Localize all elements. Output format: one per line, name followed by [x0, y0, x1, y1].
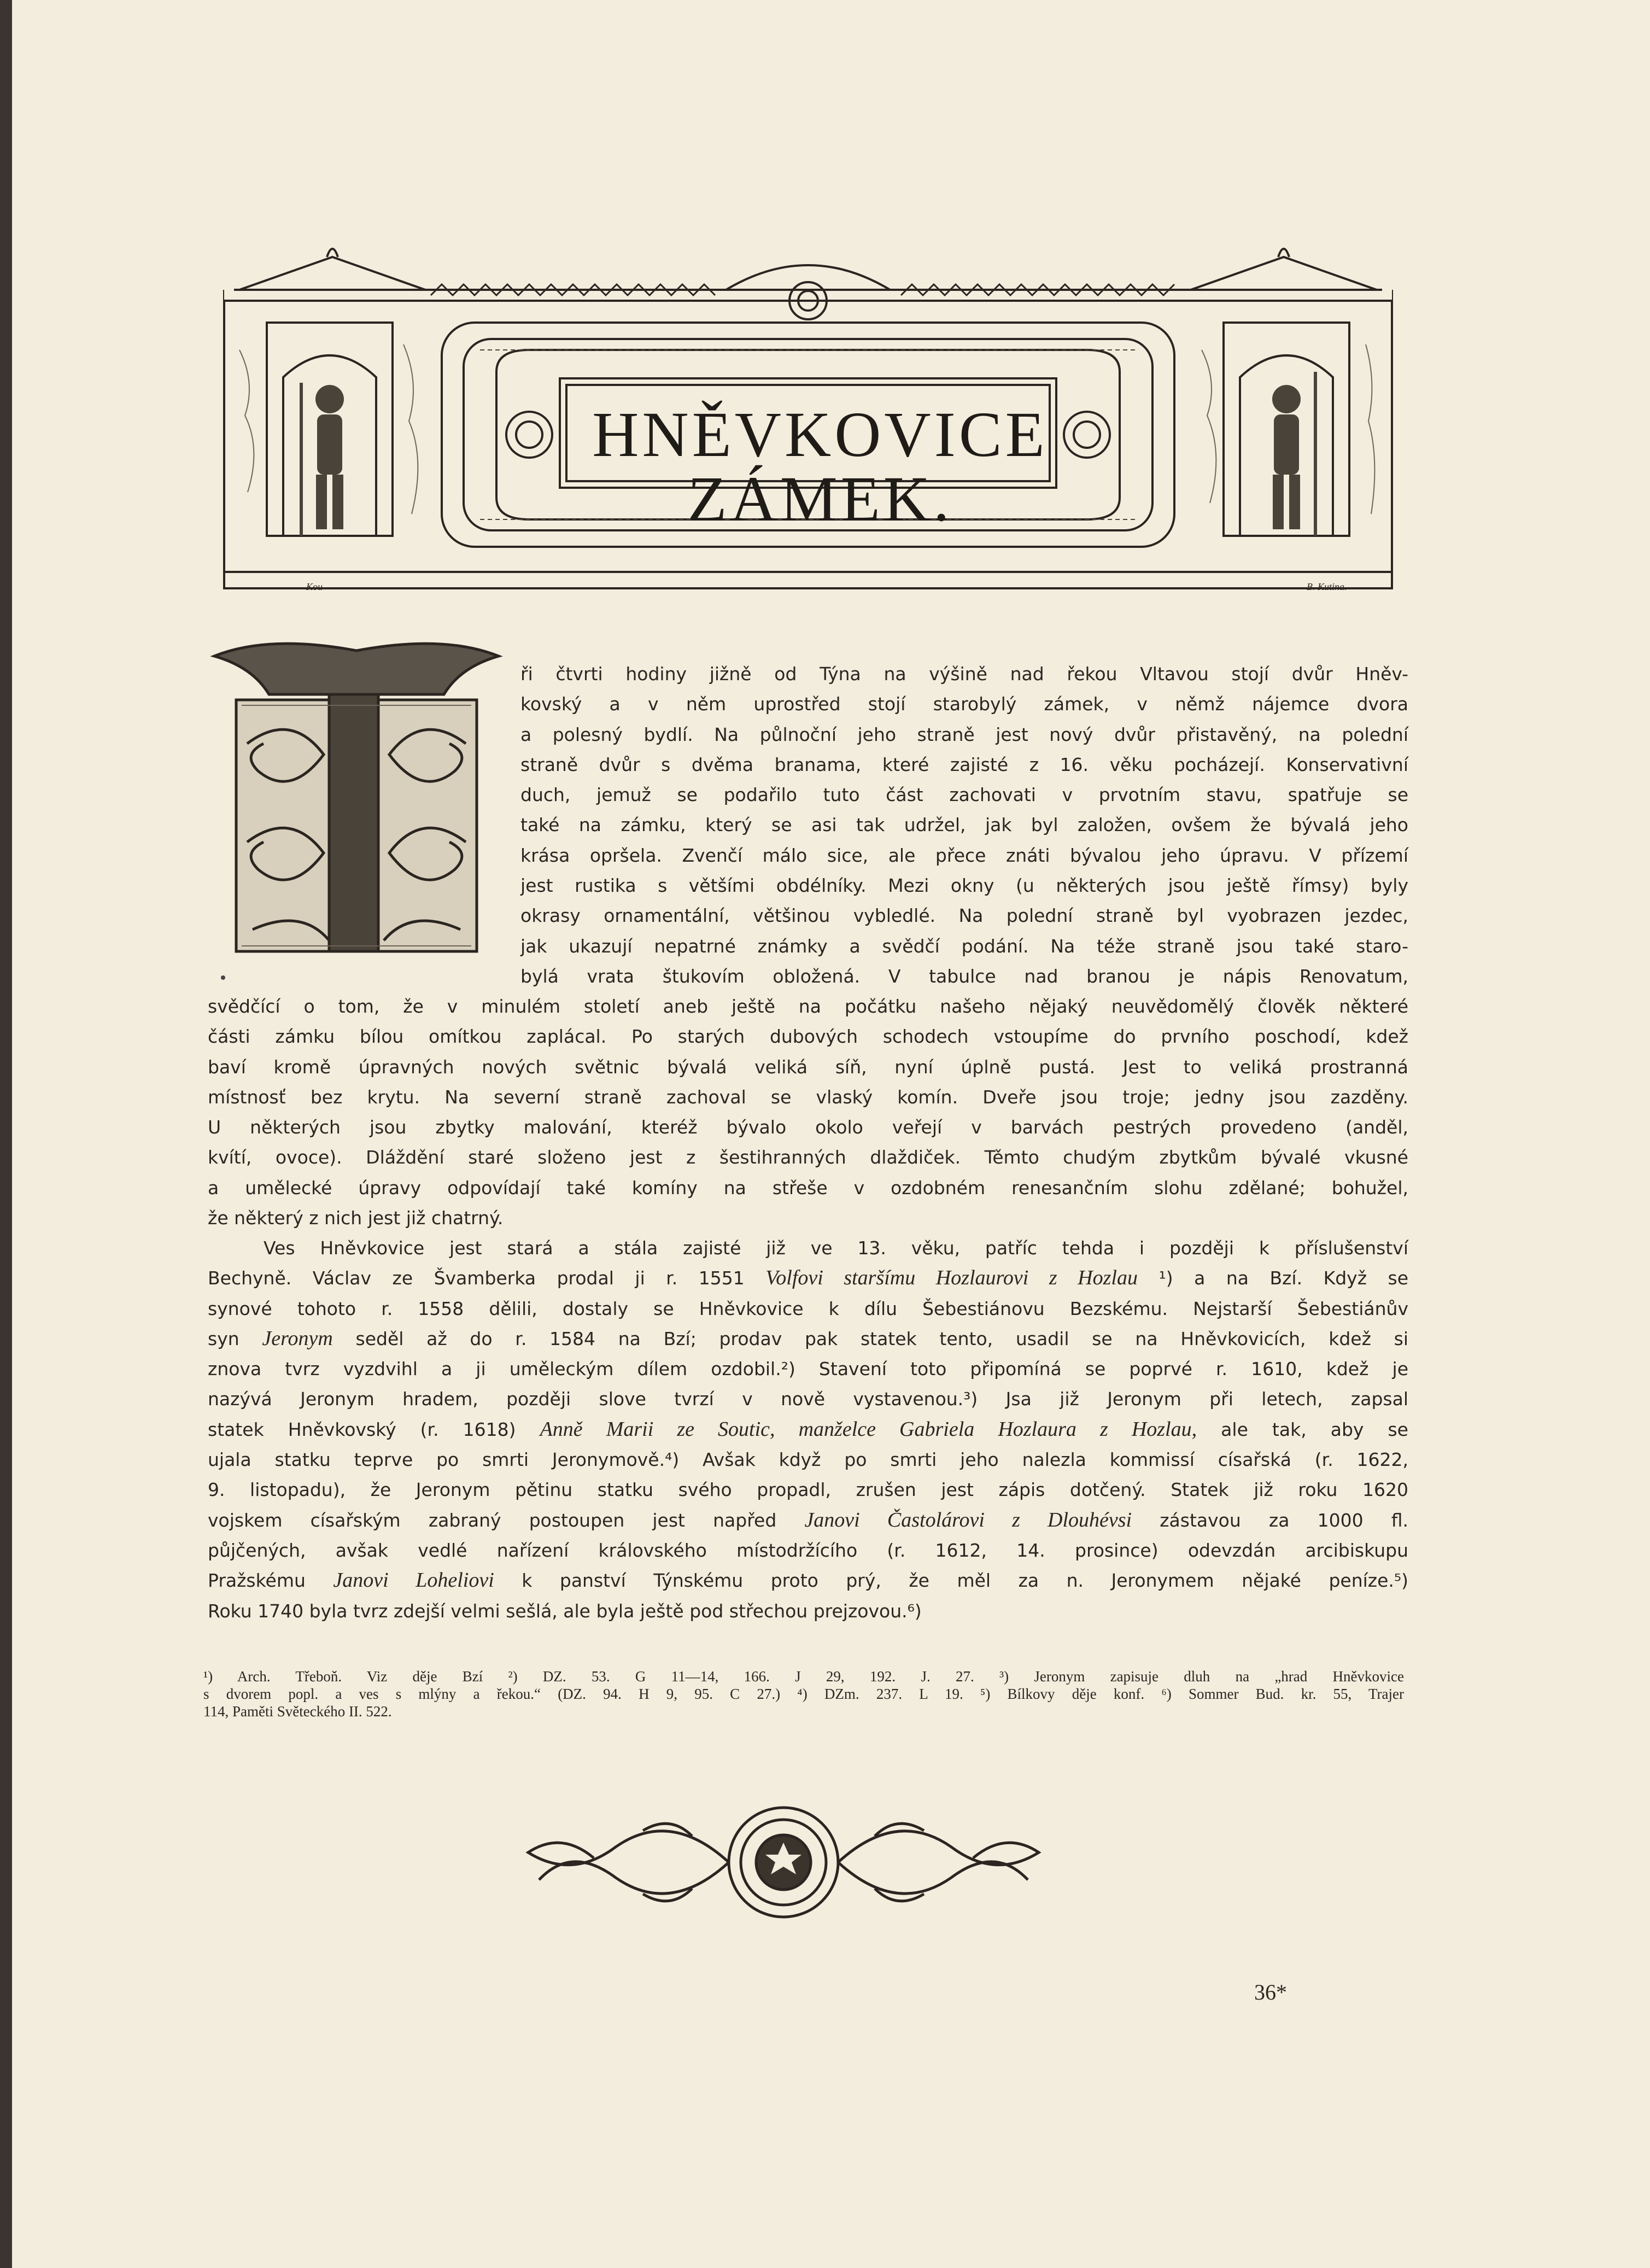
text-span: statek Hněvkovský (r. 1618) — [208, 1418, 516, 1440]
text-line: ujala statku teprve po smrti Jeronymově.⁴) Avšak když po smrti jeho nalezla kommissí císařská (r. 1622, — [208, 1449, 1408, 1471]
footnote-line: 114, Paměti Světeckého II. 522. — [203, 1703, 392, 1720]
text-span: vojskem císařským zabraný postoupen jest napřed — [208, 1509, 777, 1531]
text-line: synové tohoto r. 1558 dělili, dostaly se Hněvkovice k dílu Šebestiánovu Bezskému. Nejstarší Šebestiánův — [208, 1297, 1408, 1319]
italic-name: Volfovi staršímu Hozlaurovi z Hozlau — [765, 1266, 1138, 1290]
text-line — [208, 1505, 1408, 1535]
illustrator-signature-left: Kou — [306, 581, 323, 592]
page-title: HNĚVKOVICE ZÁMEK. — [592, 399, 1048, 535]
text-line: nazývá Jeronym hradem, později slove tvrzí v nově vystavenou.³) Jsa již Jeronym při letech, zapsal — [208, 1388, 1408, 1410]
text-line: okrasy ornamentální, většinou vybledlé. Na polední straně byl vyobrazen jezdec, — [520, 905, 1408, 927]
text-line: bylá vrata štukovím obložená. V tabulce nad branou je nápis Renovatum, — [520, 965, 1408, 987]
italic-name: Jeronym — [262, 1326, 333, 1350]
text-line: duch, jemuž se podařilo tuto část zachovati v prvotním stavu, spatřuje se — [520, 784, 1408, 806]
text-line: svědčící o tom, že v minulém století aneb ještě na počátku našeho nějaký neuvědomělý člověk některé — [208, 996, 1408, 1017]
text-line: ři čtvrti hodiny jižně od Týna na výšině nad řekou Vltavou stojí dvůr Hněv- — [520, 663, 1408, 685]
text-line: a polesný bydlí. Na půlnoční jeho straně jest nový dvůr přistavěný, na polední — [520, 723, 1408, 745]
text-span: Pražskému — [208, 1570, 306, 1592]
italic-name: Janovi Častolárovi z Dlouhévsi — [804, 1508, 1132, 1532]
book-binding-edge — [0, 0, 12, 2268]
paragraph-1-intro — [520, 659, 1408, 991]
text-line: jak ukazují nepatrné známky a svědčí podání. Na téže straně jsou také staro- — [520, 935, 1408, 957]
text-line: Ves Hněvkovice jest stará a stála zajisté již ve 13. věku, patříc tehda i později k příslušenství — [264, 1237, 1408, 1259]
text-line: kvítí, ovoce). Dláždění staré složeno jest z šestihranných dlaždiček. Těmto chudým zbytkům bývalé vkusné — [208, 1147, 1408, 1168]
page-number: 36* — [1254, 1980, 1287, 2004]
illustrator-signature-right: B. Kutina. — [1307, 581, 1347, 592]
tailpiece-ornament — [506, 1798, 1061, 1927]
text-line: Roku 1740 byla tvrz zdejší velmi sešlá, ale byla ještě pod střechou prejzovou.⁶) — [208, 1600, 922, 1622]
text-line — [208, 1414, 1408, 1445]
text-line — [208, 1565, 1408, 1595]
text-line: baví kromě úpravných nových světnic bývalá veliká síň, nyní úplně pustá. Jest to veliká prostranná — [208, 1056, 1408, 1078]
italic-name: Janovi Loheliovi — [333, 1569, 494, 1592]
paragraph-1-continued — [208, 991, 1408, 1233]
text-line: půjčených, avšak vedlé nařízení královského místodržícího (r. 1612, 14. prosince) odevzdán arcibiskupu — [208, 1539, 1408, 1561]
text-span: syn — [208, 1328, 239, 1349]
decorated-initial-t — [203, 634, 508, 956]
stray-ink-dot — [221, 975, 225, 980]
text-span: k panství Týnskému proto prý, že měl za n. Jeronymem nějaké peníze.⁵) — [522, 1570, 1408, 1592]
italic-name: Anně Marii ze Soutic, manželce Gabriela Hozlaura z Hozlau, — [540, 1417, 1197, 1441]
text-line: že některý z nich jest již chatrný. — [208, 1207, 504, 1229]
text-line: krása opršela. Zvenčí málo sice, ale přece znáti bývalou jeho úpravu. V přízemí — [520, 844, 1408, 866]
text-line: kovský a v něm uprostřed stojí starobylý zámek, v němž nájemce dvora — [520, 693, 1408, 715]
text-span: ¹) a na Bzí. Když se — [1158, 1267, 1409, 1289]
text-span: seděl až do r. 1584 na Bzí; prodav pak statek tento, usadil se na Hněvkovicích, kdež si — [355, 1328, 1408, 1349]
text-span: Bechyně. Václav ze Švamberka prodal ji r. 1551 — [208, 1267, 745, 1289]
text-line: a umělecké úpravy odpovídají také komíny na střeše v ozdobném renesančním slohu zdělané; bohužel, — [208, 1177, 1408, 1199]
text-line — [208, 1324, 1408, 1354]
text-line: jest rustika s většími obdélníky. Mezi okny (u některých jsou ještě římsy) byly — [520, 875, 1408, 897]
footnote-line: ¹) Arch. Třeboň. Viz děje Bzí ²) DZ. 53. G 11—14, 166. J 29, 192. J. 27. ³) Jeronym zapisuje dluh na „hrad Hněvkovice — [203, 1668, 1404, 1685]
text-line: 9. listopadu), že Jeronym pětinu statku svého propadl, zrušen jest zápis dotčený. Statek již roku 1620 — [208, 1479, 1408, 1501]
footnotes — [203, 1668, 1404, 1720]
paragraph-2 — [208, 1233, 1408, 1626]
text-line: straně dvůr s dvěma branama, které zajisté z 16. věku pocházejí. Konservativní — [520, 753, 1408, 775]
footnote-line: s dvorem popl. a ves s mlýny a řekou.“ (DZ. 94. H 9, 95. C 27.) ⁴) DZm. 237. L 19. ⁵) Bílkovy děje konf. ⁶) Sommer Bud. kr. 55, Trajer — [203, 1686, 1404, 1702]
text-span: zástavou za 1000 fl. — [1160, 1509, 1408, 1531]
text-line: místnosť bez krytu. Na severní straně zachoval se vlaský komín. Dveře jsou troje; jedny jsou zazděny. — [208, 1086, 1408, 1108]
text-span: ale tak, aby se — [1221, 1418, 1408, 1440]
text-line: znova tvrz vyzdvihl a ji uměleckým dílem ozdobil.²) Stavení toto připomíná se poprvé r. 1610, kdež je — [208, 1358, 1408, 1380]
text-line: U některých jsou zbytky malování, kteréž bývalo okolo veřejí v barvách pestrých provedeno (anděl, — [208, 1117, 1408, 1138]
text-line: také na zámku, který se asi tak udržel, jak byl založen, ovšem že bývalá jeho — [520, 814, 1408, 836]
text-line — [208, 1263, 1408, 1293]
text-line: části zámku bílou omítkou zaplácal. Po starých dubových schodech vstoupíme do prvního poschodí, kdež — [208, 1026, 1408, 1048]
